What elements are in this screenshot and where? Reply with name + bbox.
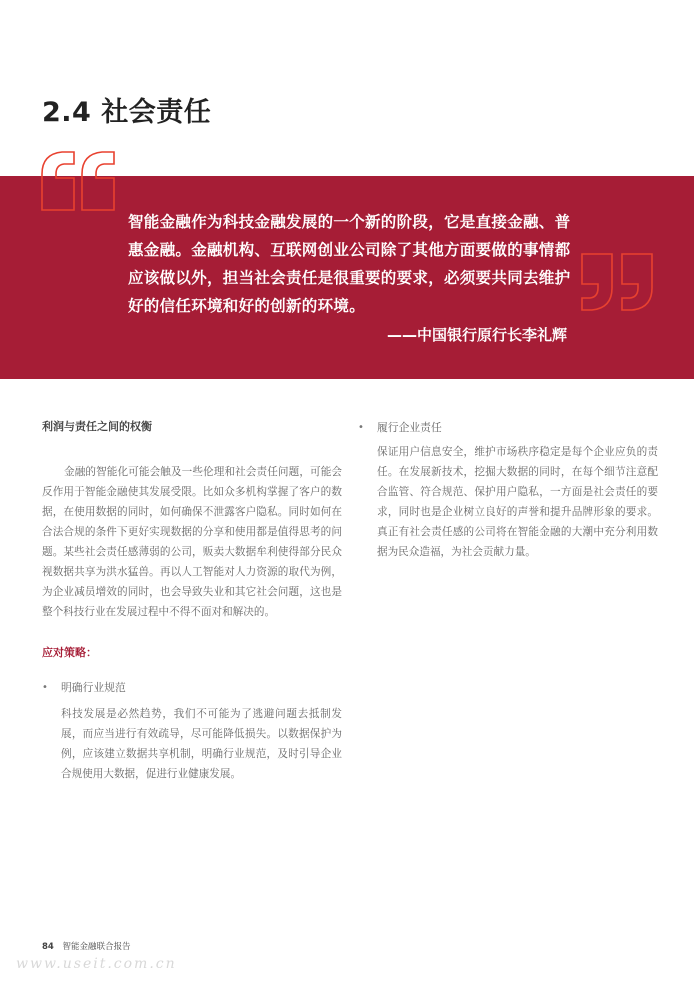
report-name: 智能金融联合报告 (62, 942, 131, 952)
bullet-icon: • (42, 682, 48, 693)
strategy-heading: 应对策略： (42, 646, 97, 659)
open-quote-icon (38, 148, 120, 214)
bullet-title: 明确行业规范 (61, 681, 126, 694)
page-footer (42, 940, 131, 952)
watermark: www.useit.com.cn (16, 956, 177, 972)
close-quote-icon (578, 252, 658, 314)
bullet-icon: • (358, 422, 364, 433)
bullet-body: 科技发展是必然趋势，我们不可能为了逃避问题去抵制发展，而应当进行有效疏导，尽可能降低损失。以数据保护为例，应该建立数据共享机制，明确行业规范，及时引导企业合规使用大数据，促进行业健康发展。 (61, 708, 342, 780)
body-paragraph: 金融的智能化可能会触及一些伦理和社会责任问题，可能会反作用于智能金融使其发展受限。比如众多机构掌握了客户的数据，在使用数据的同时，如何确保不泄露客户隐私。同时如何在合法合规的条件下更好实现数据的分享和使用都是值得思考的问题。某些社会责任感薄弱的公司，贩卖大数据牟利使得部分民众视数据共享为洪水猛兽。再以人工智能对人力资源的取代为例，为企业减员增效的同时，也会导致失业和其它社会问题，这也是整个科技行业在发展过程中不得不面对和解决的。 (42, 466, 342, 618)
right-column (358, 418, 658, 562)
quote-text: 智能金融作为科技金融发展的一个新的阶段，它是直接金融、普惠金融。金融机构、互联网创业公司除了其他方面要做的事情都应该做以外，担当社会责任是很重要的要求，必须要共同去维护好的信任环境和好的创新的环境。 (128, 213, 571, 315)
section-title: 2.4 社会责任 (42, 97, 212, 128)
left-column (42, 418, 342, 784)
bullet-body: 保证用户信息安全，维护市场秩序稳定是每个企业应负的责任。在发展新技术，挖掘大数据的同时，在每个细节注意配合监管、符合规范、保护用户隐私，一方面是社会责任的要求，同时也是企业树立良好的声誉和提升品牌形象的要求。真正有社会责任感的公司将在智能金融的大潮中充分利用数据为民众造福，为社会贡献力量。 (377, 446, 658, 558)
bullet-title: 履行企业责任 (377, 421, 442, 434)
bullet-item (358, 418, 658, 438)
subsection-heading: 利润与责任之间的权衡 (42, 420, 152, 433)
page-number: 84 (42, 942, 54, 952)
quote-attribution: ——中国银行原行长李礼辉 (386, 326, 567, 344)
bullet-item (42, 678, 342, 698)
